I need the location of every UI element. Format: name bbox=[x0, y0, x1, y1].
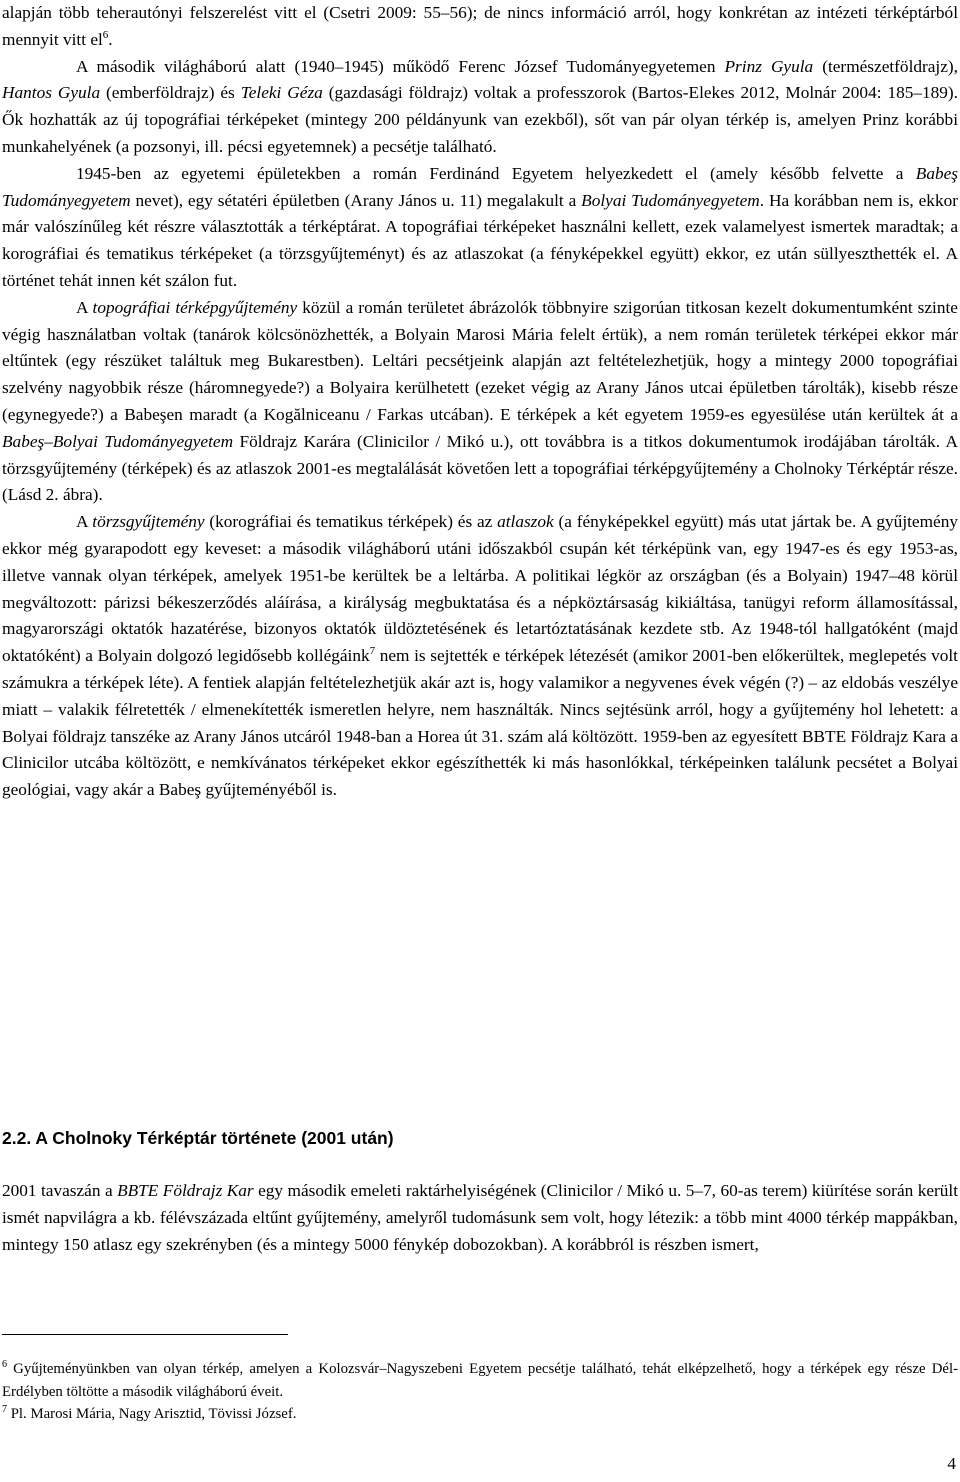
section-heading: 2.2. A Cholnoky Térképtár története (2001 után) bbox=[2, 1128, 394, 1148]
section-paragraph-1 bbox=[2, 1178, 958, 1258]
text-run: egy második emeleti raktárhelyiségének (Clinicilor / Mikó u. 5–7, 60-as terem) kiürítése során került ismét napvilágra a kb. félévszázada eltűnt gyűjtemény, amelyről tudomásunk sem volt, hogy létezik: a több mint 4000 térkép mappákban, mintegy 150 atlasz egy szekrényben (és a mintegy 5000 fénykép dobozokban). A korábbról is részben ismert, bbox=[2, 1181, 959, 1254]
footnote-number: 6 bbox=[2, 1359, 7, 1371]
italic-name: BBTE Földrajz Kar bbox=[117, 1181, 254, 1200]
page-number: 4 bbox=[947, 1454, 956, 1473]
italic-term: atlaszok bbox=[497, 512, 554, 532]
footnote-divider bbox=[2, 1334, 288, 1335]
italic-name: Teleki Géza bbox=[240, 83, 323, 103]
footnotes bbox=[2, 1358, 958, 1426]
text-run: közül a román területet ábrázolók többnyire szigorúan titkosan kezelt dokumentumként szinte végig használatban voltak (tanárok kölcsönözhették, a Bolyain Marosi Mária felelt értük), a nem román területek térképei ekkor már eltűntek (egy részüket találtuk meg Bukarestben). Leltári pecsétjeink alapján azt feltételezhetjük, hogy a mintegy 2000 topográfiai szelvény nagyobbik része (háromnegyede?) a Bolyaira kerülhetett (ezeket végig az Arany János utcai épületben tárolták), kisebb része (egynegyede?) a Babeşen maradt (a Kogălniceanu / Farkas utcában). E térképek a két egyetem 1959-es egyesülése után kerültek át a bbox=[2, 297, 958, 424]
footnote-text: Gyűjteményünkben van olyan térkép, amelyen a Kolozsvár–Nagyszebeni Egyetem pecsétje található, tehát elképzelhető, hogy a térképek egy része Dél-Erdélyben töltötte a második világháború éveit. bbox=[2, 1361, 958, 1400]
text-run: A második világháború alatt (1940–1945) működő Ferenc József Tudományegyetemen bbox=[76, 56, 725, 76]
paragraph-1 bbox=[2, 0, 958, 54]
italic-name: Babeş Tudományegyetem bbox=[2, 163, 958, 210]
text-run: (korográfiai és tematikus térképek) és az bbox=[204, 512, 498, 532]
text-run: A bbox=[76, 297, 93, 317]
text-run: nevet), egy sétatéri épületben (Arany János u. 11) megalakult a bbox=[130, 190, 582, 210]
text-run: . Ha korábban nem is, ekkor már valószínűleg két részre választották a térképtárat. A topográfiai térképeket használni kellett, ezek valamelyest ismertek maradtak; a korográfiai és tematikus térképeket (a törzsgyűjteményt) és az atlaszokat (a fényképekkel együtt) ekkor, ez után süllyeszthették el. A történet tehát innen két szálon fut. bbox=[2, 190, 958, 290]
text-run: (emberföldrajz) és bbox=[100, 83, 241, 103]
text-run: alapján több teherautónyi felszerelést vitt el (Csetri 2009: 55–56); de nincs információ arról, hogy konkrétan az intézeti térképtárból mennyit vitt el bbox=[2, 3, 958, 49]
text-run: nem is sejtették e térképek létezését (amikor 2001-ben előkerültek, meglepetés volt számukra a térképek léte). A fentiek alapján feltételezhetjük akár azt is, hogy valamikor a negyvenes évek végén (?) – az eldobás veszélye miatt – valakik félretették / elmenekítették ismeretlen helyre, nem használták. Nincs sejtésünk arról, hogy a gyűjtemény hol lehetett: a Bolyai földrajz tanszéke az Arany János utcáról 1948-ban a Horea út 31. szám alá költözött. 1959-ben az egyesített BBTE Földrajz Kara a Clinicilor utcába költözött, e nemkívánatos térképeket ekkor egészíthették ki más hasonlókkal, térképeinken találunk pecsétet a Bolyai geológiai, vagy akár a Babeş gyűjteményéből is. bbox=[2, 646, 958, 800]
footnote-ref-6[interactable]: 6 bbox=[102, 29, 109, 42]
paragraph-5 bbox=[2, 509, 958, 804]
italic-term: topográfiai térképgyűjtemény bbox=[92, 297, 298, 317]
text-run: Földrajz Karára (Clinicilor / Mikó u.), ott továbbra is a titkos dokumentumok irodájában tárolták. A törzsgyűjtemény (térképek) és az atlaszok 2001-es megtalálását követően lett a topográfiai térképgyűjtemény a Cholnoky Térképtár része. (Lásd 2. ábra). bbox=[2, 431, 958, 505]
italic-name: Hantos Gyula bbox=[2, 83, 101, 103]
section-body bbox=[2, 1178, 958, 1258]
italic-name: Bolyai Tudományegyetem bbox=[581, 190, 760, 210]
text-run: 1945-ben az egyetemi épületekben a román Ferdinánd Egyetem helyezkedett el (amely később felvette a bbox=[76, 163, 916, 183]
text-run: . bbox=[108, 29, 113, 49]
italic-term: törzsgyűjtemény bbox=[92, 512, 205, 532]
text-run: (a fényképekkel együtt) más utat jártak be. A gyűjtemény ekkor még gyarapodott egy keveset: a második világháború utáni időszakból csupán két térképünk van, egy 1947-es és egy 1953-as, illetve vannak olyan térképek, amelyek 1951-be kerültek be a leltárba. A politikai légkör az országban (és a Bolyain) 1947–48 körül megváltozott: párizsi békeszerződés aláírása, a királyság megbuktatása és a népköztársaság kikiáltása, tanügyi reform államosítással, magyarországi oktatók hazatérése, bizonyos oktatók üldöztetésének és letartóztatásának kezdete stb. Az 1948-tól hallgatóként (majd oktatóként) a Bolyain dolgozó legidősebb kollégáink bbox=[2, 512, 958, 666]
italic-name: Babeş–Bolyai Tudományegyetem bbox=[2, 431, 234, 451]
text-run: 2001 tavaszán a bbox=[2, 1181, 118, 1200]
body-text bbox=[2, 0, 958, 804]
italic-name: Prinz Gyula bbox=[724, 56, 814, 76]
paragraph-2 bbox=[2, 54, 958, 161]
text-run: A bbox=[76, 512, 93, 532]
paragraph-4 bbox=[2, 295, 958, 509]
footnote-text: Pl. Marosi Mária, Nagy Arisztid, Tövissi József. bbox=[7, 1406, 297, 1423]
text-run: (természetföldrajz), bbox=[813, 56, 958, 76]
footnote-number: 7 bbox=[2, 1404, 7, 1416]
paragraph-3 bbox=[2, 161, 958, 295]
text-run: (gazdasági földrajz) voltak a professzorok (Bartos-Elekes 2012, Molnár 2004: 185–189). Ők hozhatták az új topográfiai térképeket (mintegy 200 példányunk van ezekből), sőt van pár olyan térkép is, amelyen Prinz korábbi munkahelyének (a pozsonyi, ill. pécsi egyetemnek) a pecsétje található. bbox=[2, 83, 958, 156]
footnote-ref-7[interactable]: 7 bbox=[369, 645, 376, 658]
footnote-7 bbox=[2, 1403, 958, 1426]
footnote-6 bbox=[2, 1358, 958, 1403]
